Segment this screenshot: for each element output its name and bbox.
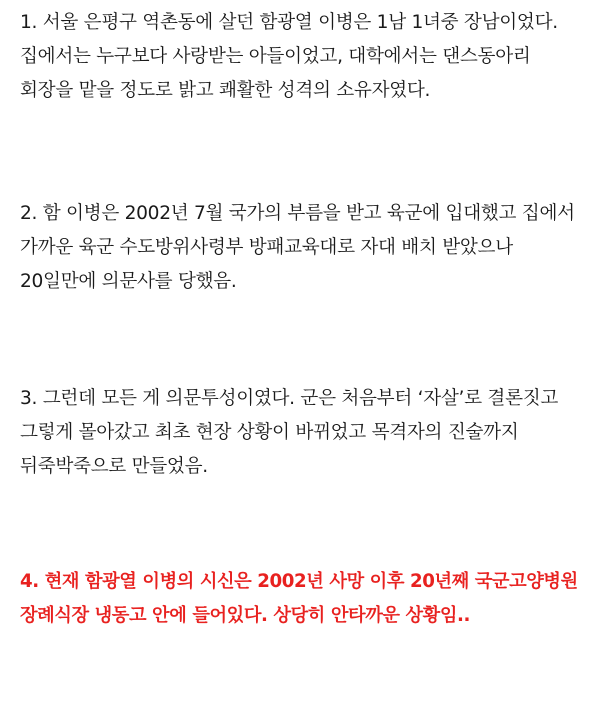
paragraph-4-highlighted: 4. 현재 함광열 이병의 시신은 2002년 사망 이후 20년째 국군고양병원 장례식장 냉동고 안에 들어있다. 상당히 안타까운 상황임.. bbox=[20, 571, 578, 626]
paragraph-1: 1. 서울 은평구 역촌동에 살던 함광열 이병은 1남 1녀중 장남이었다. 집에서는 누구보다 사랑받는 아들이었고, 대학에서는 댄스동아리 회장을 맡을 정도로 밝고 쾌활한 성격의 소유자였다. bbox=[20, 12, 558, 101]
paragraph-2: 2. 함 이병은 2002년 7월 국가의 부름을 받고 육군에 입대했고 집에서 가까운 육군 수도방위사령부 방패교육대로 자대 배치 받았으나 20일만에 의문사를 당했음. bbox=[20, 203, 575, 292]
paragraph-3: 3. 그런데 모든 게 의문투성이였다. 군은 처음부터 ‘자살’로 결론짓고 그렇게 몰아갔고 최초 현장 상황이 바뀌었고 목격자의 진술까지 뒤죽박죽으로 만들었음. bbox=[20, 388, 559, 477]
